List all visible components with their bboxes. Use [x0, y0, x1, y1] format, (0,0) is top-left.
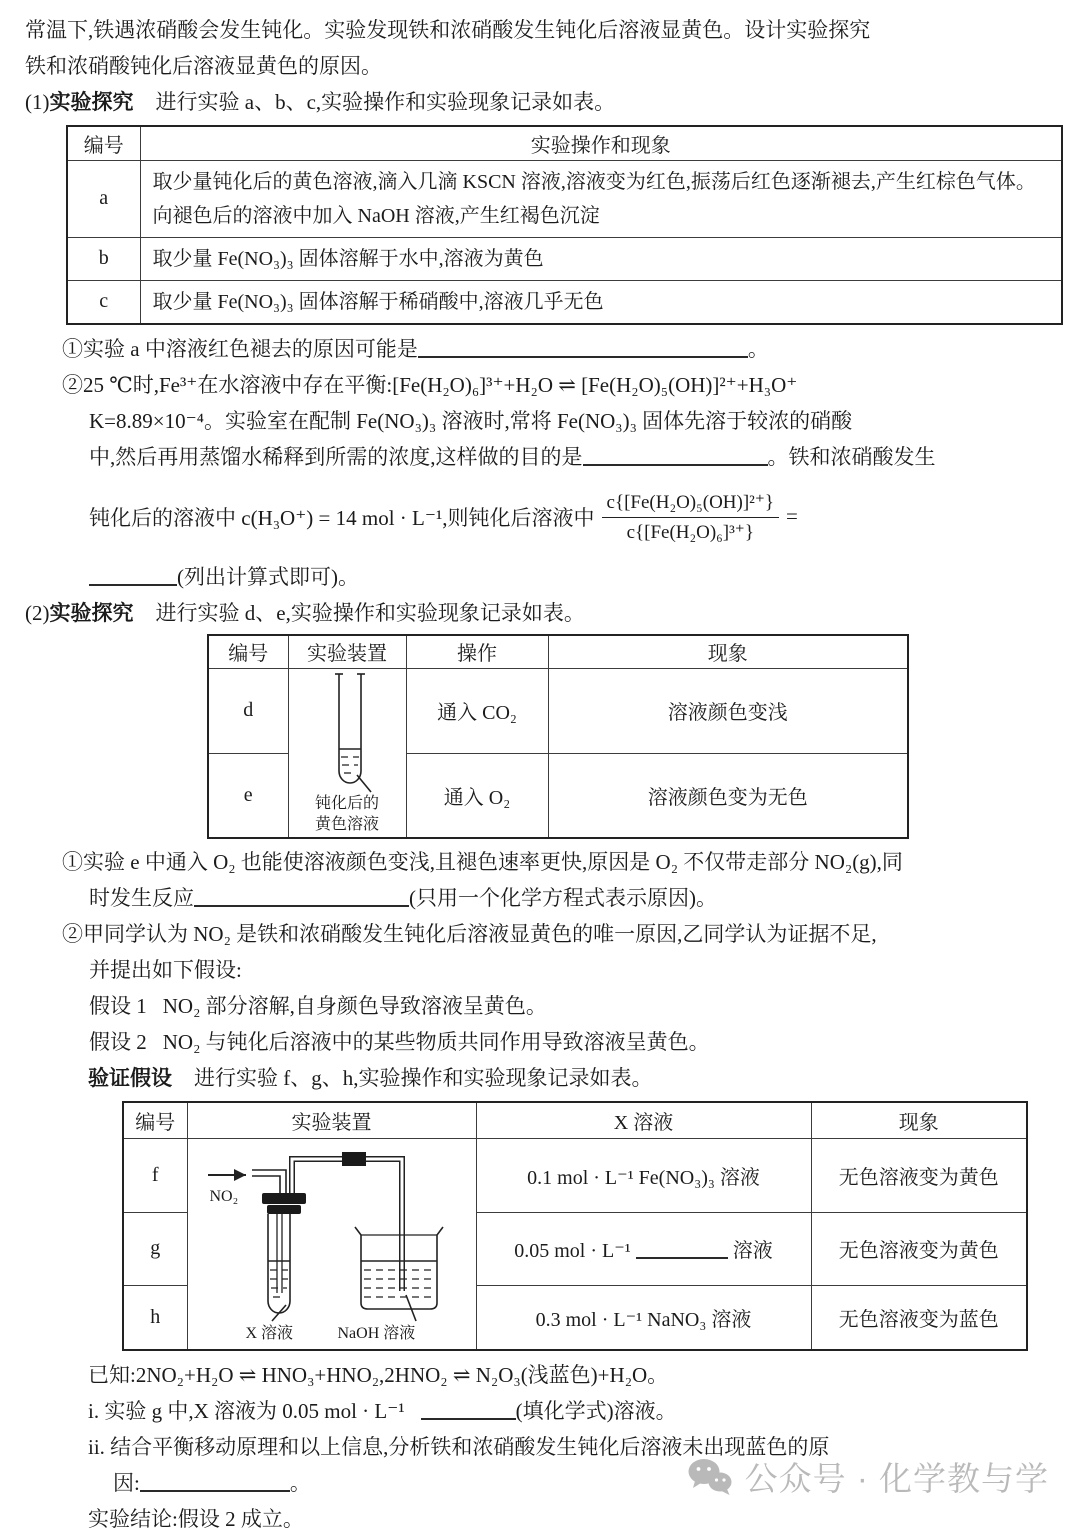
table1-row-b-text: 取少量 Fe(NO₃)₃ 固体溶解于水中,溶液为黄色 — [140, 237, 1062, 280]
table1-row-a-id: a — [67, 160, 140, 237]
watermark-text: 公众号 · 化学教与学 — [744, 1460, 1049, 1497]
answer-blank — [636, 1238, 728, 1259]
table-row — [123, 1138, 1027, 1213]
table3-apparatus-cell — [187, 1138, 476, 1350]
table2-row-d-id: d — [208, 669, 288, 754]
table-experiments-de — [207, 634, 909, 840]
apparatus-caption-line2: 黄色溶液 — [314, 816, 379, 833]
section2-desc: 进行实验 d、e,实验操作和实验现象记录如表。 — [155, 600, 585, 625]
row-g-x-post: 溶液 — [732, 1240, 773, 1263]
test-tube-apparatus — [289, 669, 406, 837]
table3-header-x-solution: X 溶液 — [476, 1102, 811, 1138]
table2-row-d-phenomenon: 溶液颜色变浅 — [548, 669, 908, 754]
question-2-1-line1: ①实验 e 中通入 O₂ 也能使溶液颜色变浅,且褪色速率更快,原因是 O₂ 不仅带走部分 NO₂(g),同 — [62, 850, 903, 874]
question-2-2-line2: 并提出如下假设: — [89, 958, 242, 982]
hypothesis-2 — [89, 1024, 1057, 1060]
x-solution-label: X 溶液 — [245, 1324, 294, 1342]
row-g-x-pre: 0.05 mol · L⁻¹ — [514, 1240, 631, 1263]
table3-header-phenomenon: 现象 — [811, 1102, 1027, 1138]
table2-row-e-operation: 通入 O₂ — [406, 753, 548, 838]
q1-2-line3-pre: 中,然后再用蒸馏水稀释到所需的浓度,这样做的目的是 — [89, 444, 583, 469]
conclusion: 实验结论:假设 2 成立。 — [88, 1506, 304, 1531]
gas-label: NO₂ — [209, 1187, 239, 1205]
table-row — [67, 160, 1062, 237]
equals-sign: = — [786, 504, 798, 528]
answer-blank — [140, 1469, 290, 1491]
known-equations: 已知:2NO₂+H₂O ⇌ HNO₃+HNO₂,2HNO₂ ⇌ N₂O₃(浅蓝色)+H₂O。 — [88, 1362, 669, 1387]
section2-label: 实验探究 — [49, 600, 134, 625]
hypothesis-1-label: 假设 1 — [89, 994, 147, 1018]
table2-apparatus-cell — [288, 669, 406, 839]
table-experiments-fgh — [122, 1101, 1028, 1351]
q1-1-text: ①实验 a 中溶液红色褪去的原因可能是 — [62, 336, 418, 361]
q1-1-period: 。 — [747, 336, 769, 361]
table1-row-b-id: b — [67, 237, 140, 280]
hypothesis-2-label: 假设 2 — [89, 1030, 147, 1054]
hypothesis-2-text: NO₂ 与钝化后溶液中的某些物质共同作用导致溶液呈黄色。 — [162, 1030, 710, 1054]
apparatus-drawing — [194, 1143, 470, 1343]
table2-header-row — [208, 635, 908, 669]
gas-bubbling-apparatus — [188, 1139, 476, 1349]
intro-line-2: 铁和浓硝酸钝化后溶液显黄色的原因。 — [25, 54, 382, 78]
apparatus-caption-line1: 钝化后的 — [314, 795, 379, 812]
hypothesis-1 — [89, 988, 1057, 1024]
question-1-2-line5 — [89, 559, 1057, 595]
table3-header-apparatus: 实验装置 — [187, 1102, 476, 1138]
verify-heading — [88, 1060, 1057, 1096]
question-2-2-line1: ②甲同学认为 NO₂ 是铁和浓硝酸发生钝化后溶液显黄色的唯一原因,乙同学认为证据不足, — [62, 922, 877, 946]
section1-label: 实验探究 — [49, 90, 134, 114]
naoh-solution-label: NaOH 溶液 — [337, 1324, 416, 1342]
verify-desc: 进行实验 f、g、h,实验操作和实验现象记录如表。 — [194, 1066, 653, 1090]
item-i-post: (填化学式)溶液。 — [515, 1398, 677, 1423]
table2-header-apparatus: 实验装置 — [288, 635, 406, 669]
table2-row-e-phenomenon: 溶液颜色变为无色 — [548, 753, 908, 838]
table3-row-h-x: 0.3 mol · L⁻¹ NaNO₃ 溶液 — [476, 1285, 811, 1349]
table1-row-c-text: 取少量 Fe(NO₃)₃ 固体溶解于稀硝酸中,溶液几乎无色 — [140, 280, 1062, 324]
item-i — [88, 1393, 1057, 1429]
section1-number: (1) — [25, 90, 50, 114]
table1-header-operation: 实验操作和现象 — [140, 126, 1062, 160]
table3-row-f-phenomenon: 无色溶液变为黄色 — [811, 1138, 1027, 1213]
section1-desc: 进行实验 a、b、c,实验操作和实验现象记录如表。 — [155, 90, 616, 114]
table3-row-h-phenomenon: 无色溶液变为蓝色 — [811, 1285, 1027, 1349]
table1-row-c-id: c — [67, 280, 140, 324]
q1-2-line4-pre: 钝化后的溶液中 c(H₃O⁺) = 14 mol · L⁻¹,则钝化后溶液中 — [89, 505, 595, 530]
section2-heading — [25, 595, 1057, 631]
test-tube-drawing — [301, 671, 393, 795]
table3-row-f-id: f — [123, 1138, 187, 1213]
answer-blank — [194, 885, 409, 907]
answer-blank — [583, 443, 768, 465]
verify-label: 验证假设 — [88, 1066, 172, 1090]
table2-header-id: 编号 — [208, 635, 288, 669]
q2-1-line2-pre: 时发生反应 — [89, 886, 194, 910]
item-i-pre: i. 实验 g 中,X 溶液为 0.05 mol · L⁻¹ — [88, 1398, 405, 1423]
q2-1-line2-post: (只用一个化学方程式表示原因)。 — [409, 886, 717, 910]
wechat-icon — [687, 1458, 733, 1496]
table3-row-g-phenomenon: 无色溶液变为黄色 — [811, 1213, 1027, 1286]
table3-row-h-id: h — [123, 1285, 187, 1349]
table-row — [208, 669, 908, 754]
question-1-2-line2: K=8.89×10⁻⁴。实验室在配制 Fe(NO₃)₃ 溶液时,常将 Fe(NO₃)₃ 固体先溶于较浓的硝酸 — [89, 408, 853, 433]
fraction-numerator: c{[Fe(H₂O)₅(OH)]²⁺} — [602, 489, 780, 518]
table1-header-id: 编号 — [67, 126, 140, 160]
table3-header-id: 编号 — [123, 1102, 187, 1138]
table2-row-e-id: e — [208, 753, 288, 838]
table2-header-operation: 操作 — [406, 635, 548, 669]
answer-blank — [89, 563, 177, 585]
table3-row-g-x — [476, 1213, 811, 1286]
question-1-1 — [62, 331, 1057, 367]
table2-header-phenomenon: 现象 — [548, 635, 908, 669]
q1-2-line3-post: 。铁和浓硝酸发生 — [767, 444, 936, 469]
table3-header-row — [123, 1102, 1027, 1138]
question-1-2-fraction-line — [89, 475, 1057, 559]
answer-blank — [418, 335, 748, 357]
table1-row-a-text: 取少量钝化后的黄色溶液,滴入几滴 KSCN 溶液,溶液变为红色,振荡后红色逐渐褪去,产生红棕色气体。向褪色后的溶液中加入 NaOH 溶液,产生红褐色沉淀 — [140, 160, 1062, 237]
section2-number: (2) — [25, 600, 50, 625]
table1-header-row — [67, 126, 1062, 160]
concentration-ratio-fraction — [602, 489, 780, 545]
table2-row-d-operation: 通入 CO₂ — [406, 669, 548, 754]
watermark — [687, 1453, 1049, 1500]
question-2-1-line2 — [89, 880, 1057, 916]
table3-row-f-x: 0.1 mol · L⁻¹ Fe(NO₃)₃ 溶液 — [476, 1138, 811, 1213]
item-ii-line1: ii. 结合平衡移动原理和以上信息,分析铁和浓硝酸发生钝化后溶液未出现蓝色的原 — [88, 1434, 830, 1459]
table-row — [67, 237, 1062, 280]
question-1-2-line1: ②25 ℃时,Fe³⁺在水溶液中存在平衡:[Fe(H₂O)₆]³⁺+H₂O ⇌ [Fe(H₂O)₅(OH)]²⁺+H₃O⁺ — [62, 372, 798, 397]
table-row — [67, 280, 1062, 324]
q1-2-line5-post: (列出计算式即可)。 — [177, 564, 359, 589]
table3-row-g-id: g — [123, 1213, 187, 1286]
apparatus-caption — [289, 793, 406, 835]
section1-heading — [25, 84, 1057, 120]
table-experiments-abc — [66, 125, 1063, 325]
item-ii-line2-post: 。 — [289, 1470, 311, 1495]
answer-blank — [421, 1397, 516, 1419]
question-1-2-line3 — [89, 439, 1057, 475]
fraction-denominator: c{[Fe(H₂O)₆]³⁺} — [626, 521, 754, 543]
intro-line-1: 常温下,铁遇浓硝酸会发生钝化。实验发现铁和浓硝酸发生钝化后溶液显黄色。设计实验探究 — [25, 18, 871, 42]
item-ii-line2-pre: 因: — [113, 1470, 140, 1495]
hypothesis-1-text: NO₂ 部分溶解,自身颜色导致溶液呈黄色。 — [162, 994, 547, 1018]
